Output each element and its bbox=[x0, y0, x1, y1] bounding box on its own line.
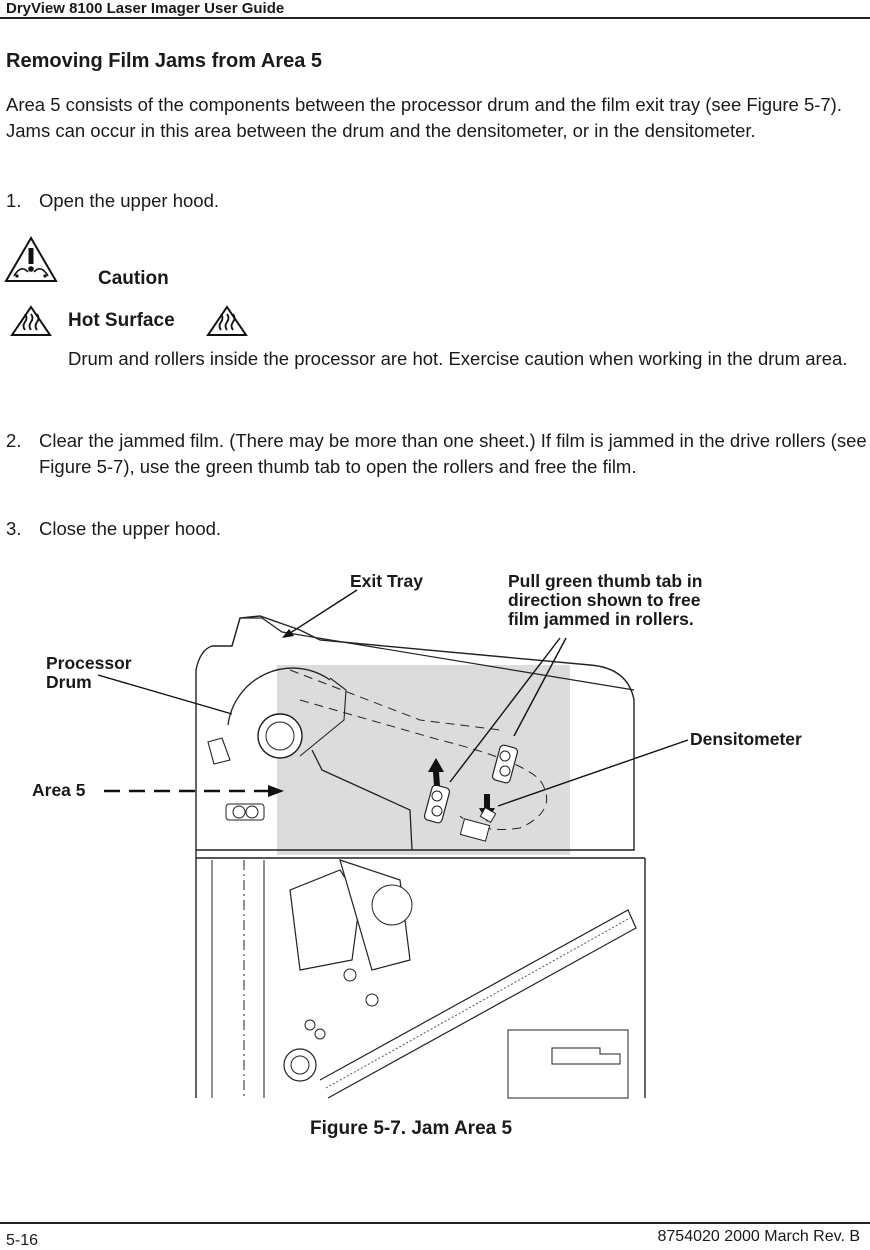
step-number: 2. bbox=[6, 430, 22, 451]
leader-line bbox=[284, 590, 357, 637]
caution-icon bbox=[4, 236, 58, 284]
intro-paragraph: Area 5 consists of the components between the processor drum and the film exit tray (see Figure 5-7). Jams can occur in this area between the drum and the densitometer, or in the densitometer. bbox=[6, 94, 842, 141]
running-header: DryView 8100 Laser Imager User Guide bbox=[6, 0, 285, 17]
processor-line: Drum bbox=[46, 672, 92, 692]
header-rule bbox=[0, 17, 870, 19]
footer-rule bbox=[0, 1222, 870, 1224]
hot-surface-icon bbox=[10, 305, 52, 337]
pull-tab-line: film jammed in rollers. bbox=[508, 609, 694, 629]
leader-line bbox=[98, 675, 232, 714]
pull-tab-line: Pull green thumb tab in bbox=[508, 571, 703, 591]
exit-tray-label: Exit Tray bbox=[350, 571, 423, 591]
pull-tab-line: direction shown to free bbox=[508, 590, 701, 610]
jam-area-5-illustration bbox=[0, 560, 870, 1105]
caution-title: Caution bbox=[98, 268, 169, 289]
step-text: Close the upper hood. bbox=[39, 518, 222, 539]
step-text: Clear the jammed film. (There may be more than one sheet.) If film is jammed in the drive rollers (see Figure 5-7), use the green thumb tab to open the rollers and free the film. bbox=[39, 430, 867, 477]
area-5-label: Area 5 bbox=[32, 780, 86, 800]
processor-line: Processor bbox=[46, 653, 132, 673]
page-number: 5-16 bbox=[6, 1232, 39, 1249]
step-text: Open the upper hood. bbox=[39, 190, 220, 211]
hot-surface-icon bbox=[206, 305, 248, 337]
area-5-highlight bbox=[277, 665, 570, 855]
step-number: 1. bbox=[6, 190, 22, 211]
section-title: Removing Film Jams from Area 5 bbox=[6, 50, 323, 72]
document-id: 8754020 2000 March Rev. B bbox=[657, 1228, 860, 1245]
step-2 bbox=[6, 428, 866, 508]
hot-surface-title: Hot Surface bbox=[68, 310, 175, 331]
caution-body: Drum and rollers inside the processor are hot. Exercise caution when working in the drum area. bbox=[68, 348, 848, 369]
figure-caption: Figure 5-7. Jam Area 5 bbox=[310, 1118, 513, 1139]
step-number: 3. bbox=[6, 518, 22, 539]
densitometer-label: Densitometer bbox=[690, 729, 802, 749]
